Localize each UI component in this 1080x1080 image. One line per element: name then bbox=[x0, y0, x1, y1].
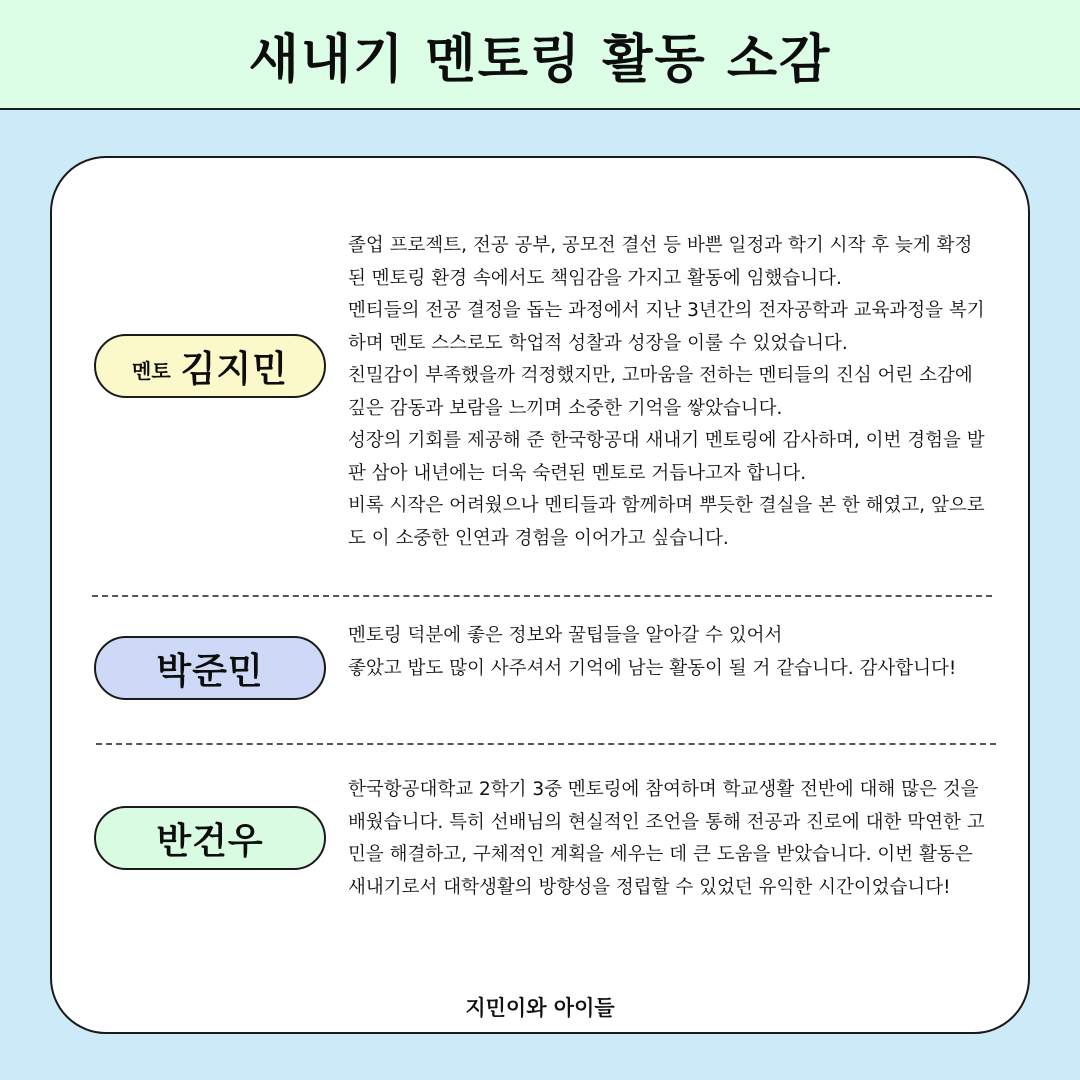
testimonial-paragraph: 성장의 기회를 제공해 준 한국항공대 새내기 멘토링에 감사하며, 이번 경험을 발판 삼아 내년에는 더욱 숙련된 멘토로 거듭나고자 합니다. bbox=[348, 430, 985, 484]
role-label: 멘토 bbox=[132, 358, 171, 383]
testimonial-paragraph: 멘티들의 전공 결정을 돕는 과정에서 지난 3년간의 전자공학과 교육과정을 복기하며 멘토 스스로도 학업적 성찰과 성장을 이룰 수 있었습니다. bbox=[348, 300, 985, 354]
name-badge-kim-jimin bbox=[94, 334, 326, 398]
content-card bbox=[50, 156, 1030, 1034]
testimonial-text-park-junmin bbox=[348, 620, 988, 685]
name-badge-park-junmin bbox=[94, 636, 326, 700]
testimonial-paragraph: 친밀감이 부족했을까 걱정했지만, 고마움을 전하는 멘티들의 진심 어린 소감에 깊은 감동과 보람을 느끼며 소중한 기억을 쌓았습니다. bbox=[348, 365, 973, 419]
testimonial-text-ban-geonwoo bbox=[348, 774, 988, 904]
page-title: 새내기 멘토링 활동 소감 bbox=[248, 29, 832, 90]
team-name-footer: 지민이와 아이들 bbox=[465, 996, 615, 1020]
testimonial-paragraph: 멘토링 덕분에 좋은 정보와 꿀팁들을 알아갈 수 있어서 bbox=[348, 625, 783, 646]
testimonial-paragraph: 좋았고 밥도 많이 사주셔서 기억에 남는 활동이 될 거 같습니다. 감사합니다! bbox=[348, 657, 957, 679]
testimonial-paragraph: 한국항공대학교 2학기 3중 멘토링에 참여하며 학교생활 전반에 대해 많은 것을 배웠습니다. 특히 선배님의 현실적인 조언을 통해 전공과 진로에 대한 막연한 고민을 해결하고, 구체적인 계획을 세우는 데 큰 도움을 받았습니다. 이번 활동은 새내기로서 대학생활의 방향성을 정립할 수 있었던 유익한 시간이었습니다! bbox=[348, 779, 985, 898]
person-name: 김지민 bbox=[180, 348, 288, 390]
testimonial-text-kim-jimin bbox=[348, 230, 988, 555]
header-banner bbox=[0, 0, 1080, 110]
name-badge-ban-geonwoo bbox=[94, 806, 326, 870]
person-name: 반건우 bbox=[156, 820, 264, 862]
dashed-divider bbox=[92, 595, 992, 597]
testimonial-paragraph: 비록 시작은 어려웠으나 멘티들과 함께하며 뿌듯한 결실을 본 한 해였고, 앞으로도 이 소중한 인연과 경험을 이어가고 싶습니다. bbox=[348, 495, 985, 549]
dashed-divider bbox=[96, 743, 996, 745]
person-name: 박준민 bbox=[156, 650, 264, 692]
testimonial-paragraph: 졸업 프로젝트, 전공 공부, 공모전 결선 등 바쁜 일정과 학기 시작 후 늦게 확정된 멘토링 환경 속에서도 책임감을 가지고 활동에 임했습니다. bbox=[348, 235, 973, 289]
